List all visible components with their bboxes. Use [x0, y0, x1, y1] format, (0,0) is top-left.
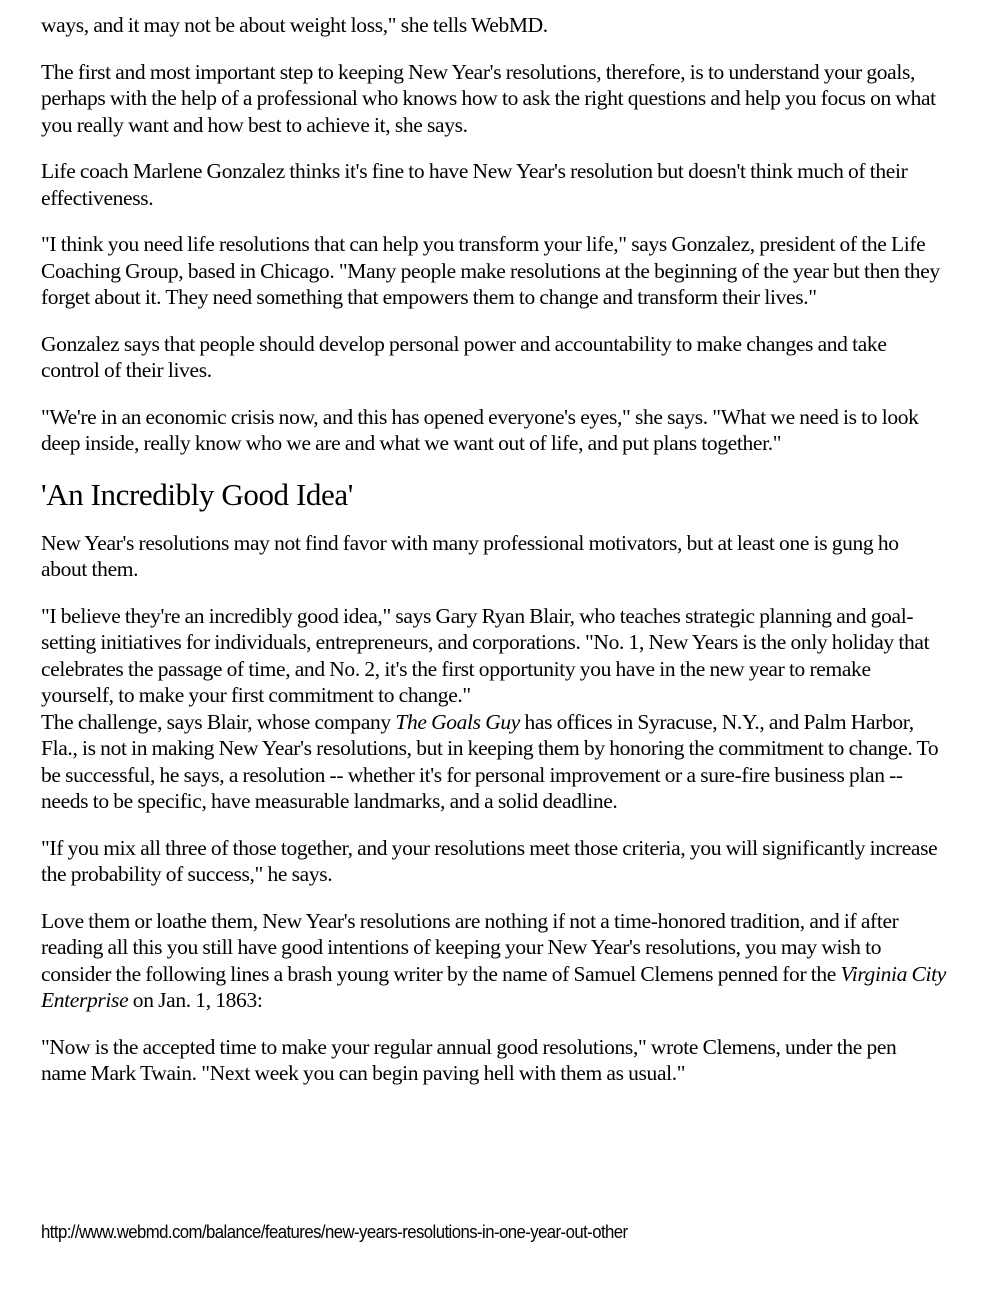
text-run: has offices in Syracuse, N.Y., and Palm Harbor, Fla., is not in making New Year's resolutions, but in keeping them by honoring the commitment to change. To be successful, he says, a resolution -- whether it's for personal improvement or a sure-fire business plan -- needs to be specific, have measurable landmarks, and a solid deadline. [41, 709, 939, 813]
company-name: The Goals Guy [395, 709, 520, 734]
paragraph: "We're in an economic crisis now, and this has opened everyone's eyes," she says. "What we need is to look deep inside, really know who we are and what we want out of life, and put plans together." [41, 404, 919, 455]
paragraph: "Now is the accepted time to make your regular annual good resolutions," wrote Clemens, under the pen name Mark Twain. "Next week you can begin paving hell with them as usual." [41, 1034, 897, 1085]
paragraph: "I think you need life resolutions that can help you transform your life," says Gonzalez, president of the Life Coaching Group, based in Chicago. "Many people make resolutions at the beginning of the year but then they forget about it. They need something that empowers them to change and transform their lives." [41, 232, 940, 309]
article-body [41, 12, 946, 1107]
paragraph: ways, and it may not be about weight loss," she tells WebMD. [41, 13, 548, 37]
publication-name: Virginia City Enterprise [41, 961, 946, 1012]
source-url: http://www.webmd.com/balance/features/new-years-resolutions-in-one-year-out-other [41, 1222, 628, 1242]
paragraph [41, 908, 946, 1014]
paragraph: Life coach Marlene Gonzalez thinks it's fine to have New Year's resolution but doesn't think much of their effectiveness. [41, 159, 908, 210]
paragraph: "If you mix all three of those together, and your resolutions meet those criteria, you will significantly increase the probability of success," he says. [41, 835, 938, 886]
section-heading: 'An Incredibly Good Idea' [41, 476, 353, 512]
paragraph: The first and most important step to keeping New Year's resolutions, therefore, is to understand your goals, perhaps with the help of a professional who knows how to ask the right questions and help you focus on what you really want and how best to achieve it, she says. [41, 59, 936, 137]
text-run: Love them or loathe them, New Year's resolutions are nothing if not a time-honored tradition, and if after reading all this you still have good intentions of keeping your New Year's resolutions, you may wish to consider the following lines a brash young writer by the name of Samuel Clemens penned for the [41, 908, 899, 986]
text-run: The challenge, says Blair, whose company [41, 709, 396, 734]
paragraph [41, 709, 946, 815]
text-run: on Jan. 1, 1863: [128, 988, 263, 1012]
paragraph: Gonzalez says that people should develop personal power and accountability to make changes and take control of their lives. [41, 331, 887, 382]
paragraph: "I believe they're an incredibly good idea," says Gary Ryan Blair, who teaches strategic planning and goal-setting initiatives for individuals, entrepreneurs, and corporations. "No. 1, New Years is the only holiday that celebrates the passage of time, and No. 2, it's the first opportunity you have in the new year to remake yourself, to make your first commitment to change." [41, 603, 930, 707]
paragraph: New Year's resolutions may not find favor with many professional motivators, but at least one is gung ho about them. [41, 530, 899, 581]
